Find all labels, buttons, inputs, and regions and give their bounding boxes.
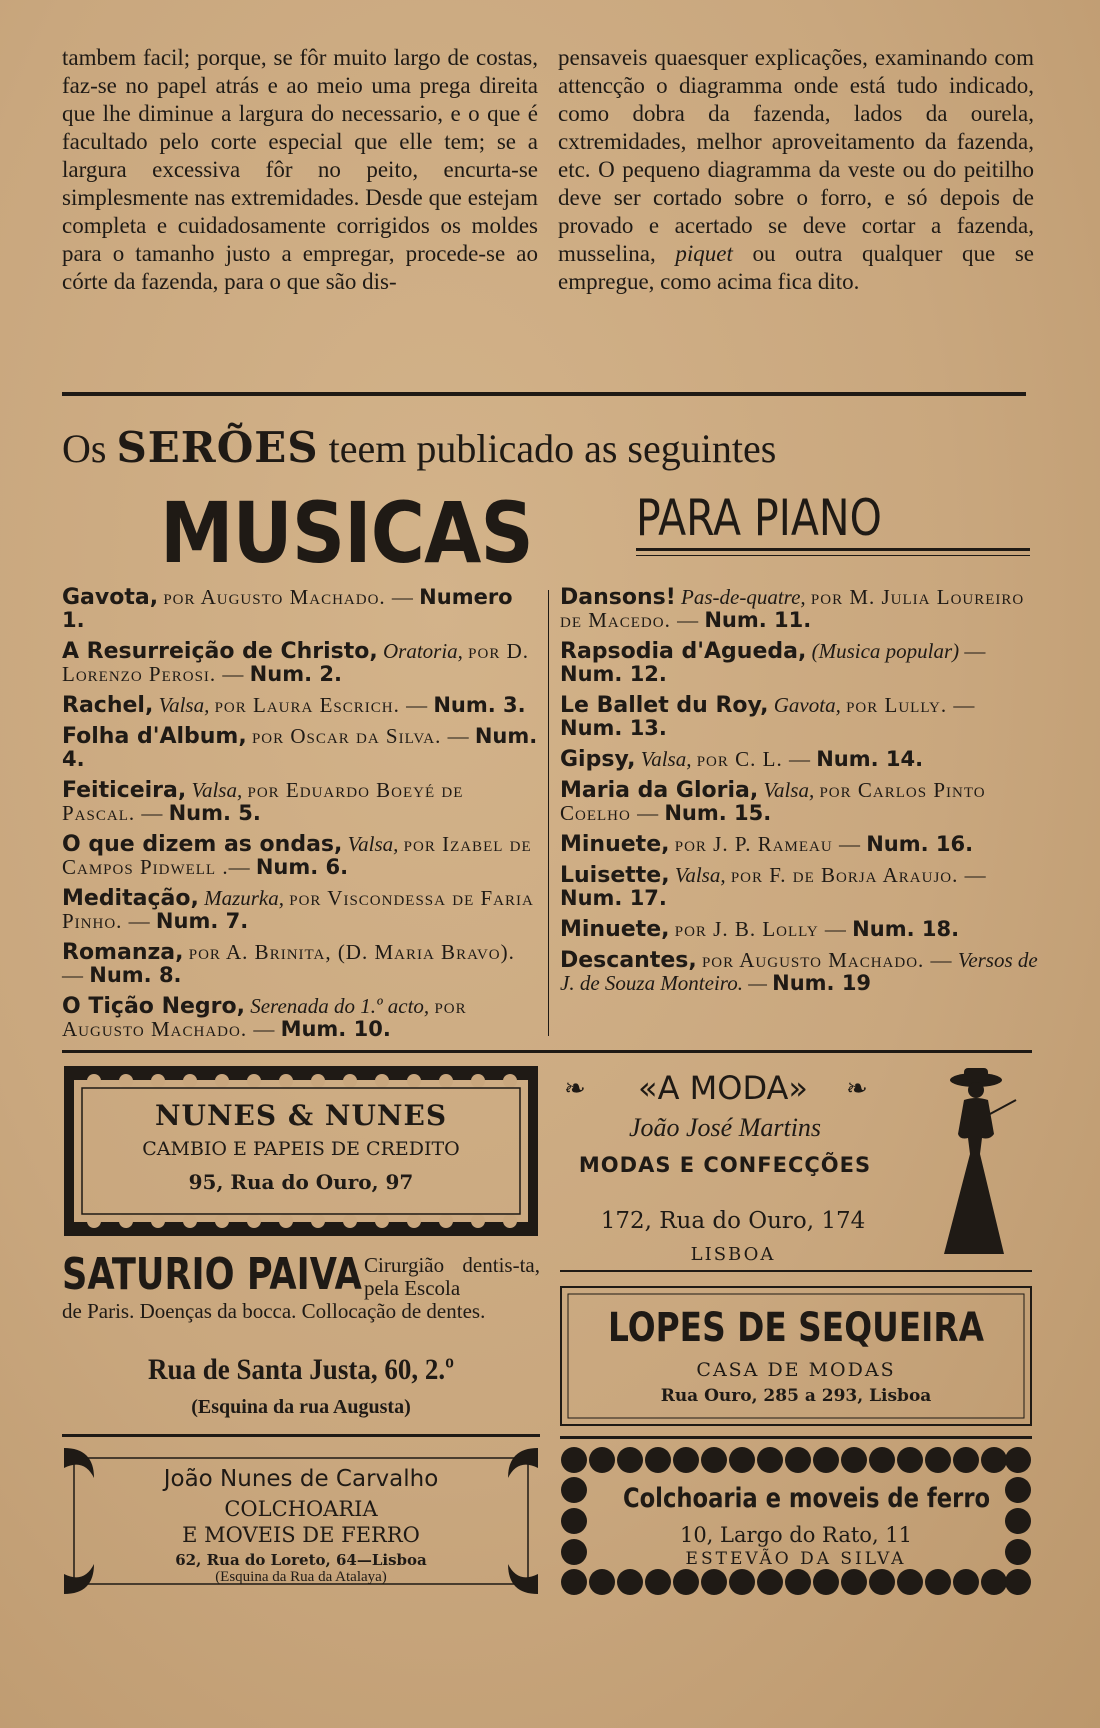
music-entry [62, 725, 540, 771]
music-number: Num. 11. [704, 608, 812, 632]
music-number: Numero 1. [62, 585, 513, 632]
music-title: Romanza, [62, 940, 184, 965]
music-author: por D. Lorenzo Perosi. — [62, 639, 530, 686]
music-title: Gipsy, [560, 747, 636, 772]
music-entry [62, 694, 540, 717]
music-author: por J. B. Lolly — [674, 917, 847, 941]
music-lyricist: Versos de J. de Souza Monteiro. — [560, 948, 1038, 995]
intro-word: Os [62, 426, 107, 471]
music-entry [560, 918, 1038, 941]
para-piano-heading: PARA PIANO [636, 489, 882, 547]
music-entry [62, 941, 540, 987]
magazine-name: SERÕES [116, 423, 319, 472]
music-entry [560, 833, 1038, 856]
music-entry [560, 949, 1038, 995]
music-list-right [560, 586, 1038, 1003]
music-author: por A. Brinita, (D. Maria Bravo). — [62, 940, 515, 987]
lopes-address: Rua Ouro, 285 a 293, Lisboa [660, 1386, 932, 1406]
music-number: Num. 16. [866, 832, 974, 856]
ads-divider [62, 1050, 1032, 1053]
ads-divider-lower-right [560, 1436, 1032, 1439]
article-text-right-italic: piquet [675, 241, 733, 266]
ads-divider-lower-left [62, 1434, 540, 1437]
music-author: por Carlos Pinto Coelho — [560, 778, 986, 825]
music-genre: (Musica popular) [811, 639, 960, 663]
music-genre: Valsa, [191, 778, 243, 802]
moda-city: LISBOA [690, 1244, 776, 1265]
music-entry [62, 887, 540, 933]
article-text-left: tambem facil; porque, se fôr muito largo de costas, faz-se no papel atrás e ao meio uma prega direita que lhe diminue a largura do necessario, e o que é facultado pelo corte especial que elle tem; se a largura excessiva fôr no peito, encurta-se simplesmente nas extremidades. Desde que estejam completa e cuidadosamente corrigidos os moldes para o tamanho justo a empregar, procede-se ao córte da fazenda, para o que são dis- [62, 45, 538, 294]
music-list-left [62, 586, 540, 1049]
music-number: Mum. 10. [280, 1017, 391, 1041]
ad-nunes-nunes [64, 1066, 538, 1236]
music-title: Gavota, [62, 585, 159, 610]
music-number: Num. 13. [560, 716, 667, 740]
moda-title: «A MODA» [638, 1069, 808, 1107]
estevao-name: Colchoaria e moveis de ferro [622, 1483, 991, 1514]
moda-line: MODAS E CONFECÇÕES [578, 1153, 872, 1177]
music-author: por Augusto Machado. — [163, 585, 414, 609]
article-text-right [558, 44, 1034, 296]
ad-a-moda [560, 1062, 1032, 1272]
music-author: por Lully. — [846, 693, 976, 717]
saturio-corner: (Esquina da rua Augusta) [191, 1396, 411, 1418]
ad-saturio-paiva [62, 1244, 540, 1424]
music-number: Num. 15. [664, 801, 772, 825]
music-title: Rachel, [62, 693, 154, 718]
music-number: Num. 3. [433, 693, 526, 717]
saturio-desc-1: Cirurgião dentis-ta, pela Escola [364, 1253, 540, 1300]
section-divider [62, 392, 1026, 396]
music-author: por Laura Escrich. — [214, 693, 429, 717]
music-title: Rapsodia d'Agueda, [560, 639, 807, 664]
music-number: Num. 5. [168, 801, 261, 825]
ad-estevao-da-silva [560, 1446, 1032, 1596]
music-number: Num. 18. [852, 917, 960, 941]
music-author: por Oscar da Silva. — [251, 724, 470, 748]
moda-owner: João José Martins [628, 1113, 822, 1142]
lopes-name: LOPES DE SEQUEIRA [608, 1305, 984, 1351]
music-genre: Valsa, [640, 747, 692, 771]
music-title: Meditação, [62, 886, 199, 911]
saturio-address: Rua de Santa Justa, 60, 2.º [148, 1353, 454, 1386]
music-number: Num. 7. [155, 909, 249, 933]
lopes-line: CASA DE MODAS [696, 1359, 896, 1381]
article-column-left [62, 44, 538, 296]
music-author: por Eduardo Boeyé de Pascal. — [62, 778, 464, 825]
music-title: O que dizem as ondas, [62, 832, 343, 857]
music-title: O Tição Negro, [62, 994, 245, 1019]
musicas-heading: MUSICAS [160, 484, 533, 582]
music-entry [560, 586, 1038, 632]
carvalho-line-1: COLCHOARIA [224, 1497, 378, 1521]
moda-address: 172, Rua do Ouro, 174 [600, 1208, 866, 1234]
music-number: Num. 14. [816, 747, 924, 771]
music-entry [62, 640, 540, 686]
music-entry [62, 586, 540, 632]
music-genre: Serenada do 1.º acto, [250, 994, 430, 1018]
music-title: Folha d'Album, [62, 724, 247, 749]
music-entry [560, 864, 1038, 910]
music-entry [560, 748, 1038, 771]
music-author: por Viscondessa de Faria Pinho. — [62, 886, 534, 933]
ornament-icon: ❧ [846, 1074, 868, 1104]
ornament-icon: ❧ [564, 1074, 586, 1104]
nunes-line: CAMBIO E PAPEIS DE CREDITO [142, 1138, 460, 1160]
music-genre: Valsa, [158, 693, 210, 717]
music-entry [62, 833, 540, 879]
piano-underline-thin [636, 555, 1030, 556]
article-text-right-b: ou outra qualquer que se empregue, como acima fica dito. [558, 241, 1034, 294]
music-title: Maria da Gloria, [560, 778, 759, 803]
music-title: Luisette, [560, 863, 670, 888]
carvalho-line-2: E MOVEIS DE FERRO [182, 1523, 420, 1547]
music-number: Num. 17. [560, 886, 667, 910]
intro-text: teem publicado as seguintes [328, 426, 777, 471]
music-author: por M. Julia Loureiro de Macedo. — [560, 585, 1025, 632]
carvalho-corner: (Esquina da Rua da Atalaya) [215, 1569, 387, 1585]
music-entry [62, 779, 540, 825]
music-author: por Izabel de Campos Pidwell .— [62, 832, 532, 879]
article-text-right-a: pensaveis quaesquer explicações, examinando com attencção o diagramma onde está tudo indicado, como dobra da fazenda, lados da ourela, cxtremidades, melhor aproveitamento da fazenda, etc. O pequeno diagramma da veste ou do peitilho deve ser cortado sobre o forro, e só depois de provado e acertado se deve cortar a fazenda, musselina, [558, 45, 1034, 266]
music-title: Dansons! [560, 585, 676, 610]
music-entry [62, 995, 540, 1041]
saturio-name: SATURIO PAIVA [62, 1249, 362, 1300]
music-genre: Gavota, [773, 693, 841, 717]
music-author: — [964, 639, 987, 663]
music-number: Num. 4. [62, 724, 538, 771]
saturio-desc-2: de Paris. Doenças da bocca. Collocação de dentes. [62, 1299, 486, 1323]
music-genre: Pas-de-quatre, [681, 585, 806, 609]
ad-joao-nunes-de-carvalho [64, 1448, 538, 1594]
music-title: A Resurreição de Christo, [62, 639, 378, 664]
music-number: Num. 6. [255, 855, 349, 879]
carvalho-name: João Nunes de Carvalho [163, 1466, 439, 1492]
nunes-name: NUNES & NUNES [154, 1099, 448, 1132]
dotted-border [560, 1446, 1032, 1596]
music-author: por C. L. — [696, 747, 811, 771]
nunes-address: 95, Rua do Ouro, 97 [188, 1170, 414, 1194]
music-number: Num. 2. [249, 662, 342, 686]
music-genre: Valsa, [763, 778, 815, 802]
music-entry [560, 694, 1038, 740]
music-author: por F. de Borja Araujo. — [730, 863, 987, 887]
music-author: por J. P. Rameau — [674, 832, 861, 856]
music-entry [560, 640, 1038, 686]
music-author: por Augusto Machado. — [62, 994, 467, 1041]
column-divider [548, 590, 549, 1036]
music-title: Descantes, [560, 948, 697, 973]
music-genre: Valsa, [347, 832, 399, 856]
music-number: Num. 12. [560, 662, 667, 686]
estevao-address: 10, Largo do Rato, 11 [679, 1523, 913, 1547]
article-column-right [558, 44, 1034, 296]
music-title: Minuete, [560, 832, 670, 857]
music-author: por Augusto Machado. — [701, 948, 953, 972]
piano-underline [636, 548, 1030, 551]
music-title: Le Ballet du Roy, [560, 693, 769, 718]
moda-bottom-rule [560, 1270, 1032, 1272]
music-genre: Valsa, [674, 863, 726, 887]
music-number: Num. 19 [772, 971, 872, 995]
music-title: Minuete, [560, 917, 670, 942]
music-genre: Oratoria, [382, 639, 463, 663]
music-title: Feiticeira, [62, 778, 187, 803]
listing-intro [62, 424, 776, 473]
ad-lopes-de-sequeira [560, 1286, 1032, 1426]
estevao-owner: ESTEVÃO DA SILVA [685, 1549, 907, 1569]
music-entry [560, 779, 1038, 825]
lady-figure-icon [920, 1064, 1030, 1264]
music-genre: Mazurka, [204, 886, 284, 910]
carvalho-address: 62, Rua do Loreto, 64—Lisboa [175, 1551, 427, 1569]
music-number: Num. 8. [89, 963, 182, 987]
